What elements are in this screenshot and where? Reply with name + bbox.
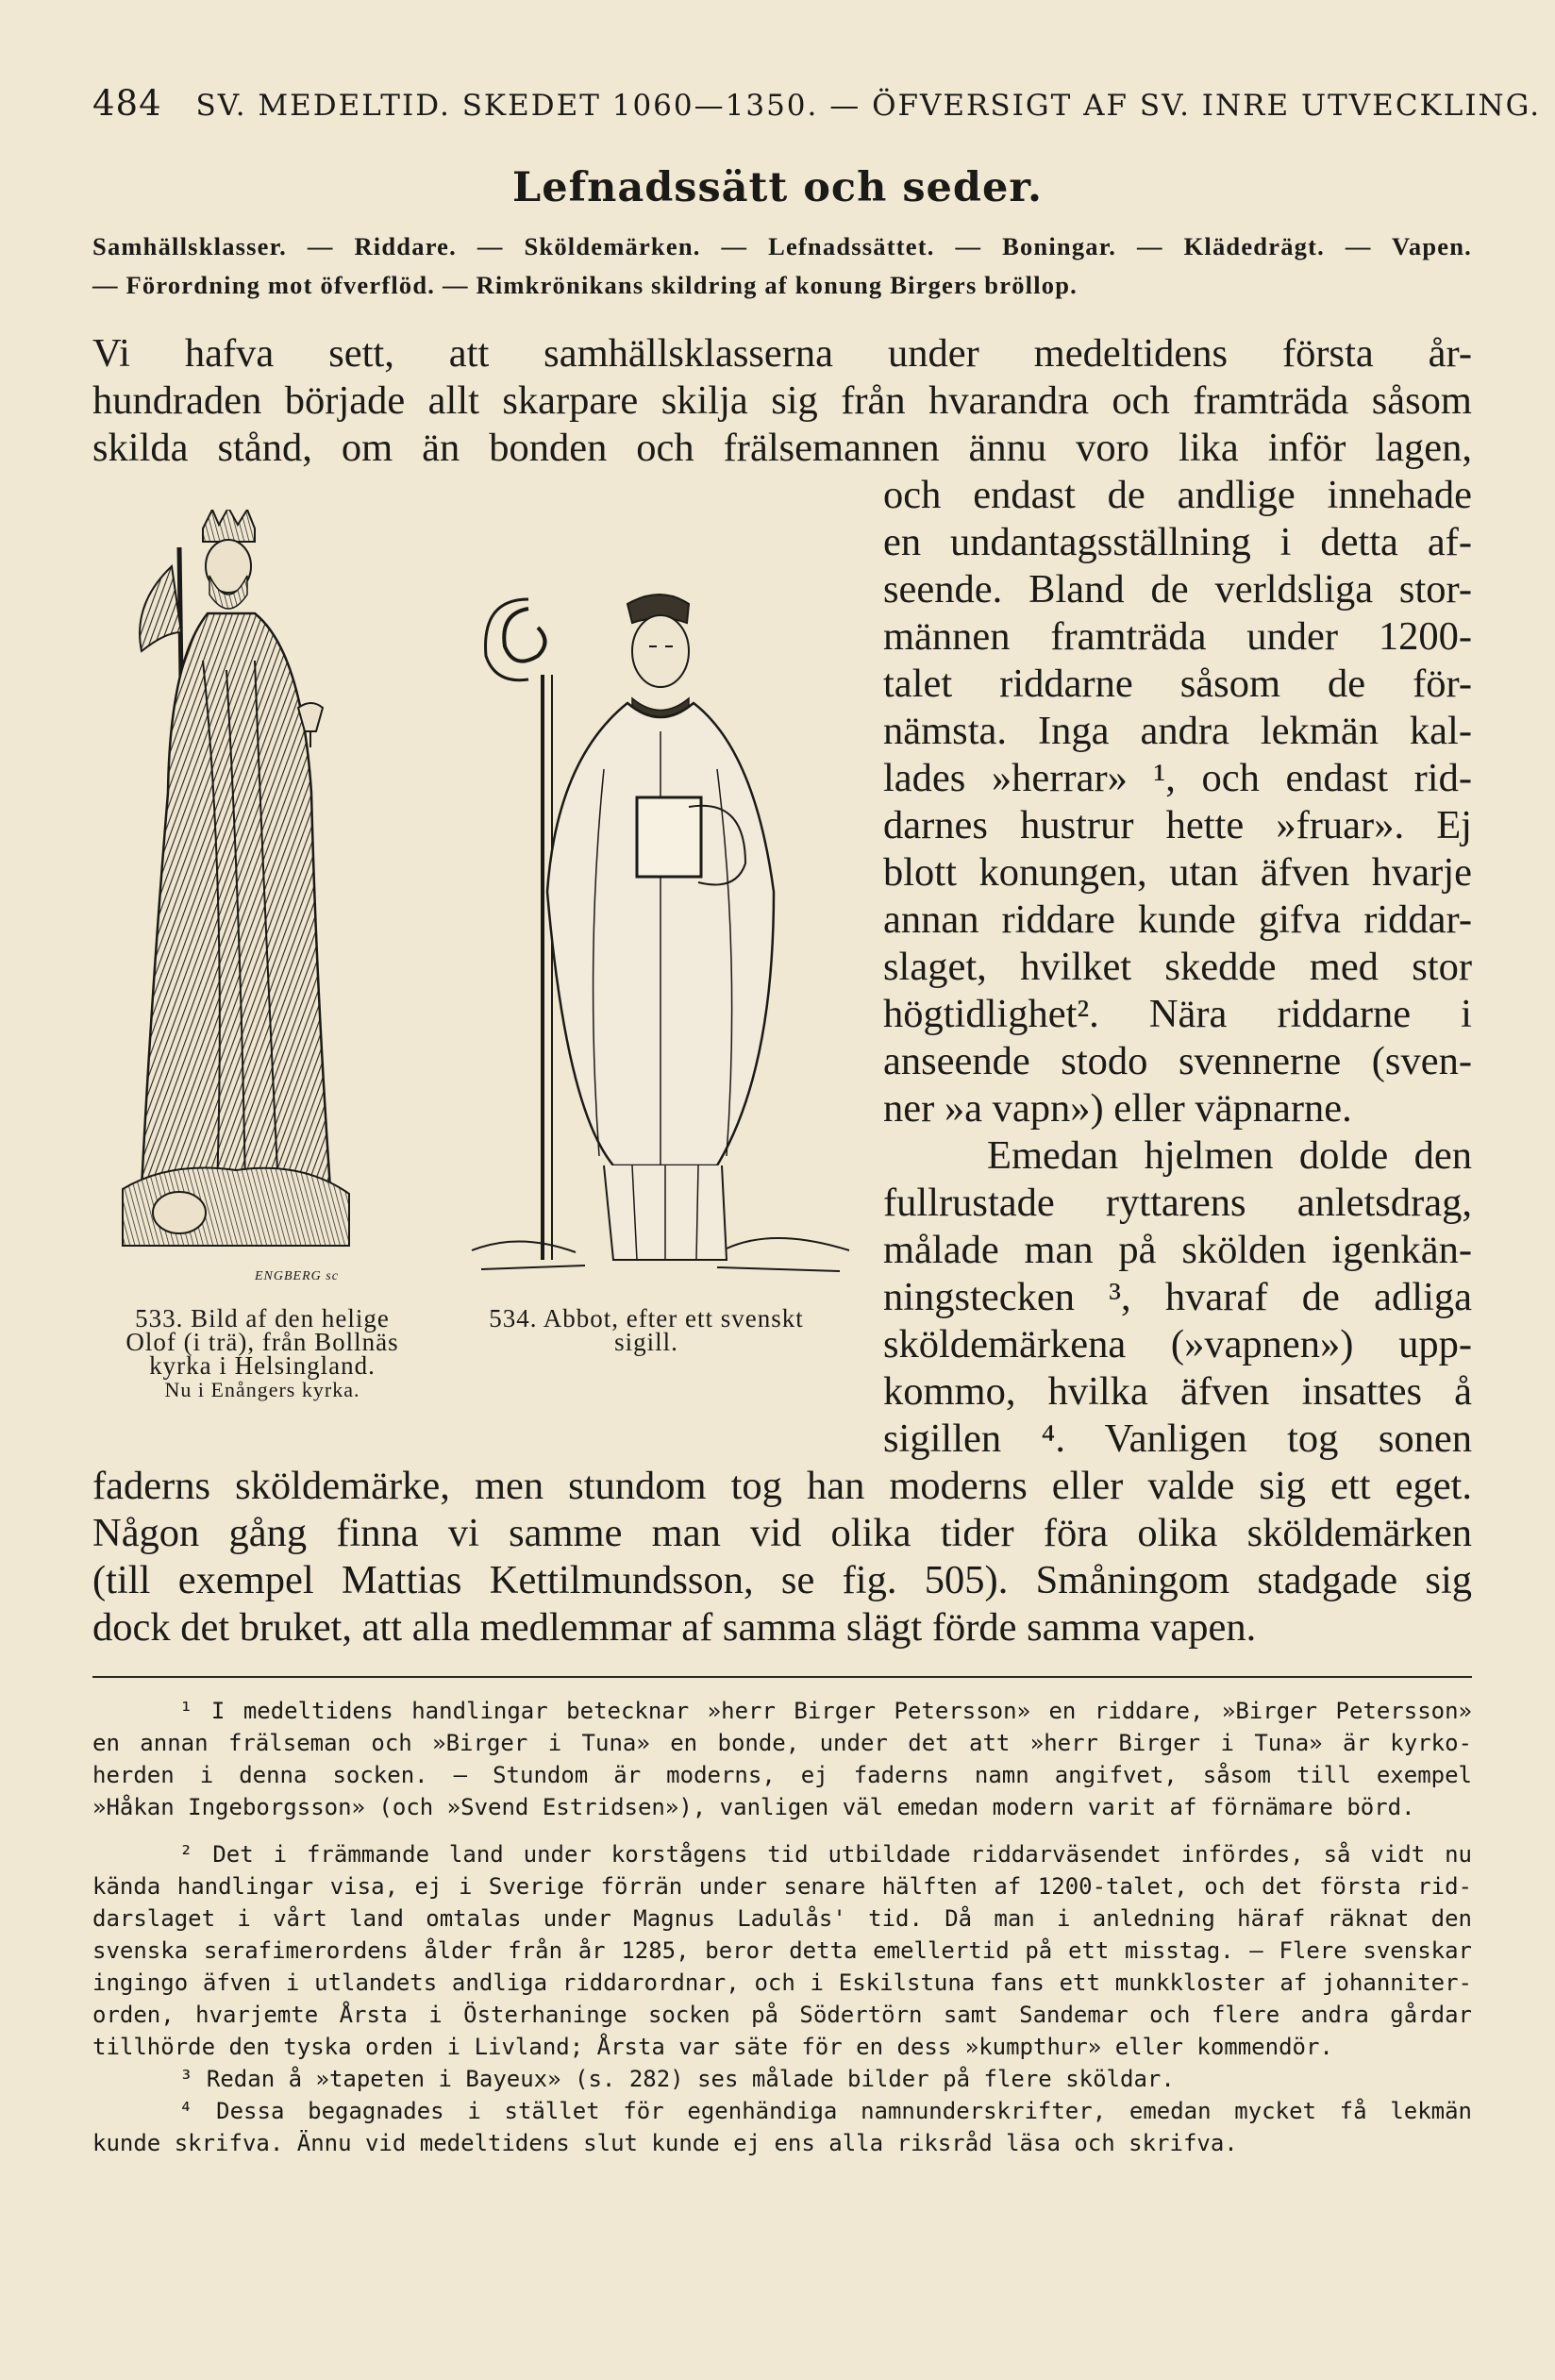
footnote-line: svenska serafimerordens ålder från år 1285, beror detta emellertid på ett misstag. — Flere svenskar: [92, 1937, 1472, 1964]
caption-line: 534. Abbot, efter ett svenskt: [489, 1304, 804, 1332]
body-line: sköldemärkena (»vapnen») upp-: [883, 1322, 1472, 1366]
body-line: en undantagsställning i detta af-: [883, 520, 1472, 564]
footnote-line: ³ Redan å »tapeten i Bayeux» (s. 282) ses målade bilder på flere sköldar.: [179, 2066, 1175, 2092]
page-number: 484: [92, 83, 162, 124]
body-line: skilda stånd, om än bonden och frälsemannen ännu voro lika inför lagen,: [92, 426, 1472, 470]
body-line: slaget, hvilket skedde med stor: [883, 945, 1472, 989]
subheading-line: Samhällsklasser. — Riddare. — Sköldemärken. — Lefnadssättet. — Boningar. — Klädedrägt. — Vapen.: [92, 232, 1472, 260]
footnote-line: »Håkan Ingeborgsson» (och »Svend Estridsen»), vanligen väl emedan modern varit af förnämare börd.: [92, 1794, 1415, 1820]
body-line: dock det bruket, att alla medlemmar af samma slägt förde samma vapen.: [92, 1605, 1257, 1650]
figure-533-illustration: [113, 510, 359, 1265]
figure-534-caption: [434, 1304, 859, 1356]
caption-line: kyrka i Helsingland.: [149, 1351, 376, 1380]
engraver-mark: ENGBERG sc: [255, 1269, 339, 1283]
subheading-line: — Förordning mot öfverflöd. — Rimkrönikans skildring af konung Birgers bröllop.: [92, 271, 1078, 299]
running-title: SV. MEDELTID. SKEDET 1060—1350. — ÖFVERSIGT AF SV. INRE UTVECKLING.: [195, 89, 1542, 123]
body-line: högtidlighet². Nära riddarne i: [883, 992, 1472, 1036]
body-line: männen framträda under 1200-: [883, 614, 1472, 659]
caption-line: Nu i Enångers kyrka.: [164, 1378, 360, 1401]
caption-line: Olof (i trä), från Bollnäs: [125, 1328, 399, 1356]
body-line: Någon gång finna vi samme man vid olika tider föra olika sköldemärken: [92, 1511, 1472, 1555]
body-line: fullrustade ryttarens anletsdrag,: [883, 1181, 1472, 1225]
chapter-title: Lefnadssätt och seder.: [511, 164, 1044, 211]
body-line: ningstecken ³, hvaraf de adliga: [883, 1275, 1472, 1319]
running-header: [92, 83, 1542, 124]
body-line: talet riddarne såsom de för-: [883, 662, 1472, 706]
caption-line: 533. Bild af den helige: [135, 1304, 390, 1332]
body-line: seende. Bland de verldsliga stor-: [883, 567, 1472, 612]
footnote-line: ¹ I medeltidens handlingar betecknar »herr Birger Petersson» en riddare, »Birger Petersson»: [179, 1698, 1472, 1724]
footnote-line: herden i denna socken. — Stundom är moderns, ej faderns namn angifvet, såsom till exempel: [92, 1762, 1472, 1788]
footnote-line: ⁴ Dessa begagnades i stället för egenhändiga namnunderskrifter, emedan mycket få lekmän: [179, 2098, 1472, 2124]
figure-533-caption: [92, 1304, 432, 1401]
body-line: blott konungen, utan äfven hvarje: [883, 850, 1472, 895]
body-line: målade man på skölden igenkän-: [883, 1228, 1472, 1272]
footnote-line: ingingo äfven i utlandets andliga riddarordnar, och i Eskilstuna fans ett munkkloster af johanniter-: [92, 1969, 1472, 1996]
body-line: kommo, hvilka äfven insattes å: [883, 1369, 1472, 1414]
body-line: (till exempel Mattias Kettilmundsson, se fig. 505). Småningom stadgade sig: [92, 1558, 1472, 1602]
body-line: hundraden började allt skarpare skilja sig från hvarandra och framträda såsom: [92, 378, 1472, 423]
footnote-rule: [92, 1676, 1472, 1678]
body-line: Vi hafva sett, att samhällsklasserna under medeltidens första år-: [92, 331, 1472, 376]
body-line: ner »a vapn») eller väpnarne.: [883, 1086, 1352, 1131]
footnote-line: kända handlingar visa, ej i Sverige förrän under senare hälften af 1200-talet, och det första rid-: [92, 1873, 1472, 1900]
footnote-line: ² Det i främmande land under korstågens tid utbildade riddarväsendet infördes, så vidt nu: [179, 1841, 1472, 1868]
body-line: annan riddare kunde gifva riddar-: [883, 897, 1472, 942]
body-line: nämsta. Inga andra lekmän kal-: [883, 709, 1472, 753]
footnote-line: darslaget i vårt land omtalas under Magnus Ladulås' tid. Då man i anledning häraf räknat den: [92, 1905, 1472, 1932]
body-line: darnes hustrur hette »fruar». Ej: [883, 803, 1472, 847]
footnote-line: kunde skrifva. Ännu vid medeltidens slut kunde ej ens alla riksråd läsa och skrifva.: [92, 2130, 1238, 2156]
footnote-line: orden, hvarjemte Årsta i Österhaninge socken på Södertörn samt Sandemar och flere andra gårdar: [92, 2002, 1472, 2028]
footnote-line: en annan frälseman och »Birger i Tuna» en bonde, under det att »herr Birger i Tuna» är kyrko-: [92, 1730, 1472, 1756]
caption-line: sigill.: [614, 1328, 678, 1356]
footnote-line: tillhörde den tyska orden i Livland; Årsta var säte för en dess »kumpthur» eller kommendör.: [92, 2034, 1333, 2060]
body-line: faderns sköldemärke, men stundom tog han moderns eller valde sig ett eget.: [92, 1464, 1472, 1508]
body-line: och endast de andlige innehade: [883, 473, 1472, 517]
body-line: lades »herrar» ¹, och endast rid-: [883, 756, 1472, 800]
body-line: sigillen ⁴. Vanligen tog sonen: [883, 1416, 1472, 1461]
body-line: anseende stodo svennerne (sven-: [883, 1039, 1472, 1083]
body-line: Emedan hjelmen dolde den: [987, 1133, 1472, 1178]
figure-534-illustration: [462, 580, 859, 1283]
